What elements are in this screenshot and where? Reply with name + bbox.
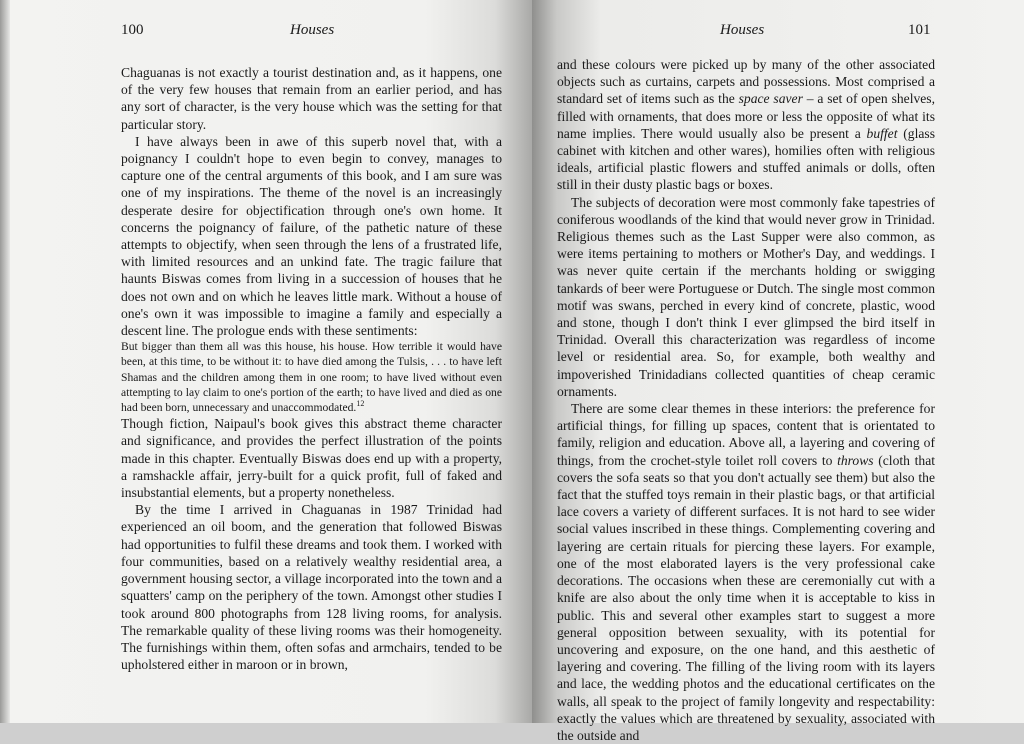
left-running-head: Houses [290, 22, 335, 38]
paragraph: The subjects of decoration were most commonly fake tapestries of coniferous woodlands of the kind that would never grow in Trinidad. Religious themes such as the Last Supper were also common, as were items pertaining to mothers or Mother's Day, and weddings. I was never quite certain if the merchants holding or swigging tankards of beer were Portuguese or Dutch. The single most common motif was swans, perched in every kind of concrete, plastic, wood and stone, though I don't think I ever glimpsed the bird itself in Trinidad. Overall this characterization was regardless of income level or residential area. So, for example, both wealthy and impoverished Trinidadians collected quantities of cheap ceramic ornaments. [557, 194, 935, 399]
right-page-number: 101 [908, 22, 931, 38]
paragraph [557, 56, 935, 194]
italic-term: throws [837, 452, 874, 468]
paragraph [557, 400, 935, 744]
footnote-marker: 12 [356, 399, 365, 409]
block-quote [121, 339, 502, 415]
right-page [532, 0, 1024, 743]
text-run: (glass cabinet with kitchen and other wares), homilies often with religious ideals, artificial plastic flowers and stuffed animals or dolls, often still in their dusty plastic bags or boxes. [557, 125, 935, 193]
text-run: – a set of open shelves, filled with ornaments, that does more or less the opposite of what its name implies. There would usually also be present a [557, 91, 935, 141]
text-run: There are some clear themes in these interiors: the preference for artificial things, for filling up spaces, content that is orientated to family, religion and education. Above all, a layering and covering of things, from the crochet-style toilet roll covers to [557, 401, 935, 468]
italic-term: buffet [866, 125, 898, 141]
left-body-text [121, 64, 502, 673]
text-run: and these colours were picked up by many of the other associated objects such as curtains, carpets and possessions. Most comprised a standard set of items such as the [557, 57, 935, 107]
paragraph: Chaguanas is not exactly a tourist destination and, as it happens, one of the very few houses that remain from an earlier period, and has any sort of character, is the very house which was the setting for that particular story. [121, 65, 502, 132]
left-page-number: 100 [121, 22, 144, 38]
italic-term: space saver [738, 91, 803, 107]
paragraph: I have always been in awe of this superb novel that, with a poignancy I couldn't hope to even begin to convey, manages to capture one of the central arguments of this book, and I am sure was one of my inspirations. The theme of the novel is an increasingly desperate desire for objectification through one's own home. It concerns the poignancy of failure, of the pathetic nature of these attempts to objectify, when seen through the lens of a frustrated life, with limited resources and an unkind fate. The tragic failure that haunts Biswas comes from living in a succession of houses that he does not own and on which he leaves little mark. Without a house of one's own it was impossible to imagine a family and especially a descent line. The prologue ends with these sentiments: [121, 133, 502, 339]
page-edge-shadow [0, 0, 10, 723]
text-run: (cloth that covers the sofa seats so that you don't actually see them) but also the fact that the stuffed toys remain in their plastic bags, or that artificial lace covers a variety of different surfaces. It is not hard to see wider social values inscribed in these things. Complementing covering and layering are certain rituals for piercing these layers. For example, one of the most elaborated layers is the very professional cake decorations. The occasions when these are ceremonially cut with a knife are also about the only time when it is acceptable to kiss in public. This and several other examples start to suggest a more general opposition between sexuality, with its potential for uncovering and exposure, on the one hand, and this aesthetic of layering and covering. The filling of the living room with its layers and lace, the wedding photos and the educational certificates on the walls, all speak to the project of family longevity and respectability: exactly the values which are threatened by sexuality, associated with the outside and [557, 452, 936, 743]
paragraph: By the time I arrived in Chaguanas in 1987 Trinidad had experienced an oil boom, and the generation that followed Biswas had opportunities to fulfil these dreams and took them. I worked with four communities, based on a relatively wealthy residential area, a government housing sector, a village incorporated into the town and a squatters' camp on the periphery of the town. Amongst other studies I took around 800 photographs from 128 living rooms, for analysis. The remarkable quality of these living rooms was their homogeneity. The furnishings within them, often sofas and armchairs, tended to be upholstered either in maroon or in brown, [121, 502, 502, 673]
quote-text: But bigger than them all was this house, his house. How terrible it would have been, at this time, to be without it: to have died among the Tulsis, . . . to have left Shamas and the children among them in one room; to have lived without even attempting to lay claim to one's portion of the earth; to have lived and died as one had been born, unnecessary and unaccommodated. [121, 340, 502, 415]
right-body-text [557, 56, 935, 744]
right-running-head: Houses [720, 22, 765, 38]
paragraph: Though fiction, Naipaul's book gives this abstract theme character and significance, and provides the perfect illustration of the points made in this chapter. Eventually Biswas does end up with a property, a ramshackle affair, jerry-built for a quick profit, full of faked and insubstantial elements, but a property nonetheless. [121, 416, 502, 501]
